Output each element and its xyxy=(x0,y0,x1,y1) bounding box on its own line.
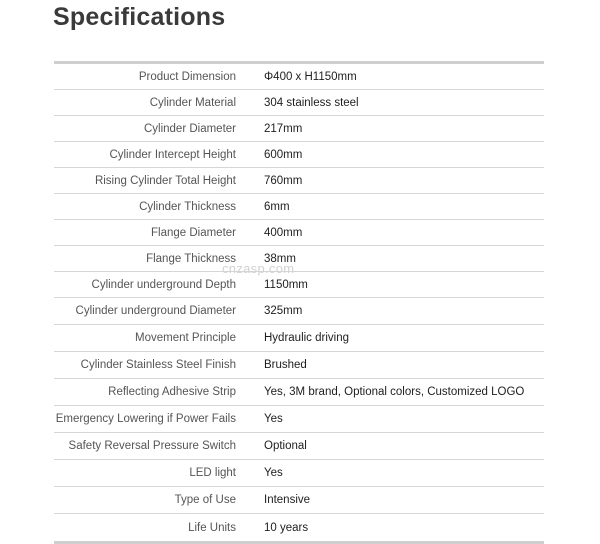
specifications-table xyxy=(54,61,544,544)
spec-value: Yes, 3M brand, Optional colors, Customized LOGO xyxy=(264,386,525,398)
spec-value: 325mm xyxy=(264,305,303,317)
spec-label: Rising Cylinder Total Height xyxy=(94,174,236,187)
spec-value: Yes xyxy=(264,413,283,425)
spec-row xyxy=(54,116,544,142)
spec-label: Cylinder underground Diameter xyxy=(75,305,236,317)
spec-label: Movement Principle xyxy=(135,332,236,344)
spec-value: 6mm xyxy=(264,200,290,213)
spec-value: 400mm xyxy=(264,226,303,239)
spec-label: Flange Thickness xyxy=(146,252,236,265)
spec-value: 760mm xyxy=(264,174,303,187)
spec-value: Optional xyxy=(264,440,307,452)
spec-row xyxy=(54,298,544,325)
spec-label: Emergency Lowering if Power Fails xyxy=(55,413,236,425)
spec-value: 1150mm xyxy=(264,278,308,291)
spec-label: Cylinder Thickness xyxy=(139,200,236,213)
spec-row xyxy=(54,487,544,514)
spec-value: 600mm xyxy=(264,148,303,161)
spec-label: LED light xyxy=(189,467,236,479)
spec-label: Cylinder Intercept Height xyxy=(109,148,236,161)
spec-value: Hydraulic driving xyxy=(264,332,350,344)
spec-row xyxy=(54,142,544,168)
spec-value: 304 stainless steel xyxy=(264,96,359,109)
spec-label: Cylinder Material xyxy=(149,96,236,109)
spec-row xyxy=(54,220,544,246)
spec-row xyxy=(54,460,544,487)
spec-row xyxy=(54,272,544,298)
spec-label: Life Units xyxy=(188,521,236,534)
spec-label: Product Dimension xyxy=(138,70,236,83)
spec-row xyxy=(54,194,544,220)
spec-row xyxy=(54,325,544,352)
spec-row xyxy=(54,64,544,90)
spec-row xyxy=(54,514,544,541)
spec-row xyxy=(54,406,544,433)
spec-value: Brushed xyxy=(264,359,307,371)
spec-label: Cylinder Diameter xyxy=(143,122,236,135)
spec-row xyxy=(54,352,544,379)
spec-label: Cylinder underground Depth xyxy=(91,278,236,291)
spec-label: Reflecting Adhesive Strip xyxy=(108,386,236,398)
spec-label: Flange Diameter xyxy=(150,226,236,239)
spec-row xyxy=(54,168,544,194)
spec-value: 10 years xyxy=(264,521,309,534)
spec-value: 217mm xyxy=(264,122,303,135)
spec-row xyxy=(54,90,544,116)
spec-value: Yes xyxy=(264,467,283,479)
watermark-text: cnzasp.com xyxy=(222,261,295,276)
spec-label: Cylinder Stainless Steel Finish xyxy=(80,359,236,371)
spec-row xyxy=(54,246,544,272)
spec-value: Intensive xyxy=(264,494,311,506)
spec-label: Type of Use xyxy=(174,494,236,506)
spec-row xyxy=(54,379,544,406)
page-title: Specifications xyxy=(53,3,226,31)
spec-row xyxy=(54,433,544,460)
spec-label: Safety Reversal Pressure Switch xyxy=(68,440,236,452)
spec-value: 38mm xyxy=(264,252,296,265)
spec-value: Φ400 x H1150mm xyxy=(264,70,357,83)
